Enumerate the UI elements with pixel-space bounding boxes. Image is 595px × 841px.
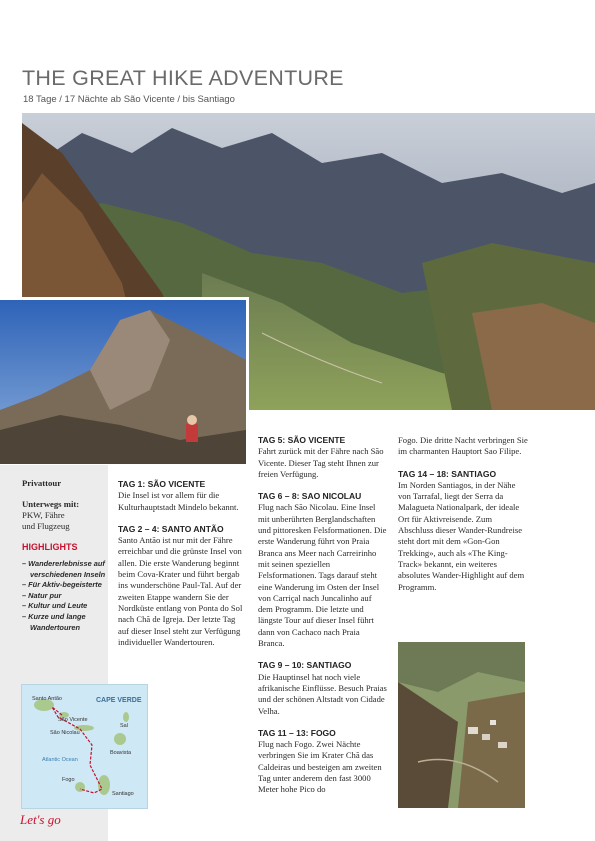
- itinerary-day: [258, 491, 388, 649]
- itinerary-day: [118, 479, 248, 513]
- day-text: Die Hauptinsel hat noch viele afrikanische Einflüsse. Besuch Praias und der schönen Altstadt von Cidade Velha.: [258, 671, 387, 716]
- page-subtitle: 18 Tage / 17 Nächte ab São Vicente / bis Santiago: [23, 94, 235, 105]
- day-heading: TAG 1: SÃO VICENTE: [118, 479, 206, 489]
- itinerary-column-1: [118, 479, 248, 659]
- itinerary-day: [398, 469, 528, 593]
- day-heading: TAG 11 – 13: FOGO: [258, 727, 336, 738]
- highlight-item: – Kurze und lange Wandertouren: [22, 611, 86, 632]
- day-heading: TAG 5: SÃO VICENTE: [258, 435, 346, 445]
- day-text: Santo Antão ist nur mit der Fähre erreichbar und die grünste Insel von allen. Die erste Wanderung beginnt beim Cova-Krater und führt bergab ins wunderschöne Paul-Tal. Auf der zweiten Etappe wandern Sie der Nordküste entlang von Ponta do Sol nach Chã de Igreja. Der letzte Tag auf dieser Insel steht zur Verfügung individueller Wandertouren.: [118, 535, 243, 647]
- island-sal: [123, 712, 129, 722]
- itinerary-column-2: [258, 435, 388, 807]
- map-label: Fogo: [62, 777, 75, 783]
- itinerary-day: [258, 660, 388, 716]
- island-boavista: [114, 733, 126, 745]
- itinerary-day: [258, 435, 388, 480]
- tour-type: Privattour: [22, 478, 62, 488]
- highlight-item: – Wandererlebnisse auf verschiedenen Inseln: [22, 559, 106, 579]
- map-label: Sal: [120, 723, 128, 729]
- itinerary-column-3: [398, 435, 528, 604]
- island-santiago: [98, 775, 110, 795]
- map-title: CAPE VERDE: [96, 697, 142, 704]
- day-text: Flug nach São Nicolau. Eine Insel mit unberührten Berglandschaften und pittoresken Felsformationen. Die erste Wanderung führt von Praia Branca ans Meer nach Carreirinho mit seinen speziellen Felsformationen. Tags darauf steht eine Wanderung im Osten der Insel von Carriçal nach Juncalinho auf dem Programm. Die letzte und längste Tour auf dieser Insel führt dann von Cachaco nach Praia Branca.: [258, 502, 387, 649]
- map-label: Atlantic Ocean: [42, 757, 78, 763]
- transport-label: Unterwegs mit:: [22, 499, 80, 509]
- lets-go-logo: Let's go: [20, 812, 61, 827]
- transport-value-1: PKW, Fähre: [22, 510, 65, 520]
- day-heading: TAG 9 – 10: SANTIAGO: [258, 660, 352, 671]
- day-text: Fogo. Die dritte Nacht verbringen Sie im charmanten Hauptort Sao Filipe.: [398, 435, 528, 457]
- tour-info: [22, 478, 108, 633]
- transport-value-2: und Flugzeug: [22, 521, 70, 531]
- day-heading: TAG 14 – 18: SANTIAGO: [398, 468, 497, 479]
- day-heading: TAG 2 – 4: SANTO ANTÃO: [118, 523, 224, 534]
- highlights-list: [22, 559, 108, 633]
- highlight-item: – Kultur und Leute: [22, 601, 88, 611]
- day-text: Die Insel ist vor allem für die Kulturhauptstadt Mindelo bekannt.: [118, 490, 239, 512]
- village-photo: [398, 642, 525, 808]
- itinerary-day: [398, 435, 528, 458]
- hiker-photo: [0, 300, 246, 464]
- map-label: São Nicolau: [50, 730, 80, 736]
- day-text: Flug nach Fogo. Zwei Nächte verbringen Sie im Krater Chã das Caldeiras und besteigen am zweiten Tag unter anderem den fast 3000 Meter hohe Pico do: [258, 739, 382, 795]
- day-heading: TAG 6 – 8: SAO NICOLAU: [258, 491, 362, 502]
- highlight-item: – Für Aktiv-begeisterte: [22, 580, 102, 590]
- itinerary-day: [258, 728, 388, 796]
- map-label: Boavista: [110, 750, 132, 756]
- itinerary-day: [118, 524, 248, 648]
- map-label: São Vicente: [58, 717, 88, 723]
- map-label: Santiago: [112, 791, 134, 797]
- highlights-heading: HIGHLIGHTS: [22, 542, 78, 552]
- cape-verde-map: [21, 684, 148, 809]
- day-text: Fahrt zurück mit der Fähre nach São Vicente. Dieser Tag steht Ihnen zur freien Verfügung.: [258, 446, 384, 479]
- map-label: Santo Antão: [32, 696, 62, 702]
- day-text: Im Norden Santiagos, in der Nähe von Tarrafal, liegt der Serra da Malagueta Nationalpark, der ideale Ort für Aktivreisende. Zum Abschluss dieser Wander-Rundreise steht dort mit dem «Gon-Gon Trekking», auch als «The King-Track» bekannt, ein weiteres absolutes Wander-Highlight auf dem Programm.: [398, 479, 525, 592]
- highlight-item: – Natur pur: [22, 590, 62, 600]
- page-title: THE GREAT HIKE ADVENTURE: [22, 66, 344, 90]
